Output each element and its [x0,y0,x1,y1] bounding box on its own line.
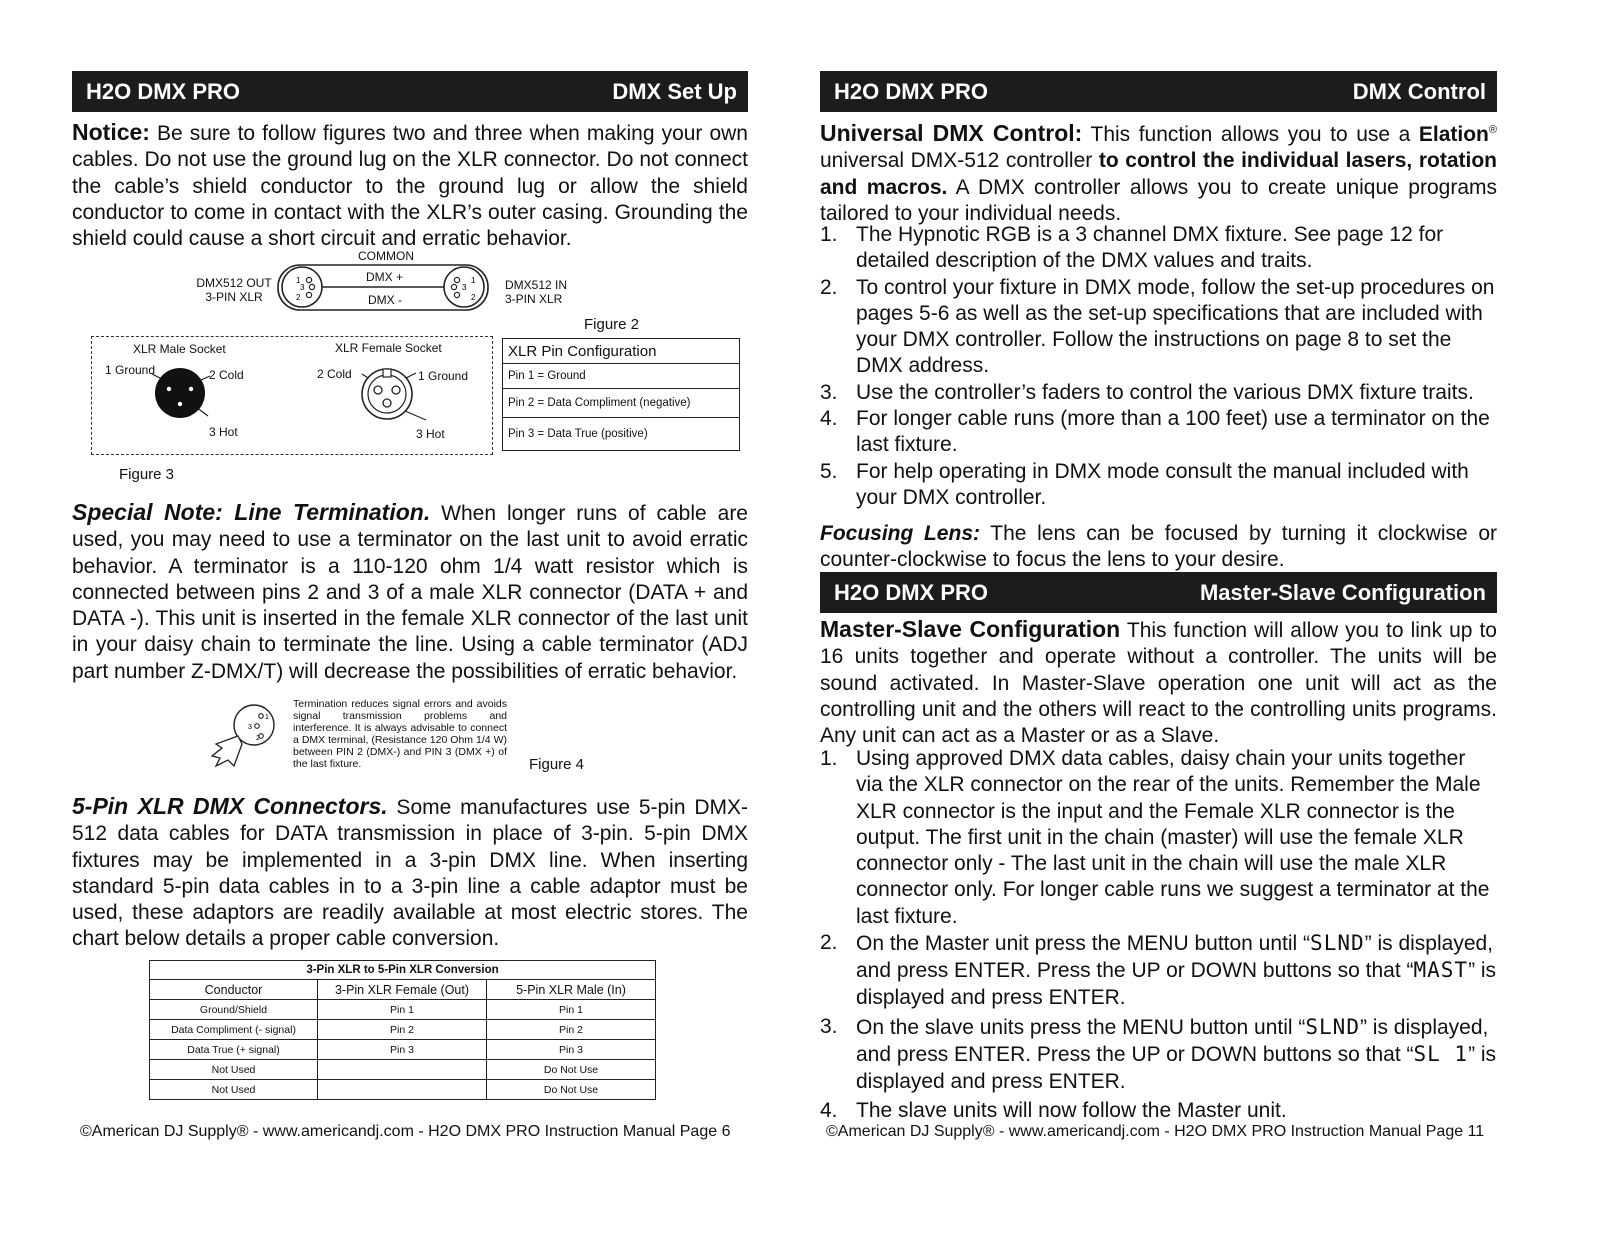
step-text: For longer cable runs (more than a 100 feet) use a terminator on the last fixture. [856,407,1490,457]
terminator-plug-icon [208,700,288,772]
fig2-in-line2: 3-PIN XLR [505,292,563,306]
fig2-out-pin1: 1 [296,276,301,285]
fig4-caption: Figure 4 [529,756,585,773]
conv-cell: Pin 1 [487,1000,656,1020]
xlr-socket-drawings [140,360,440,430]
fig2-in-label [505,278,567,306]
fig2-dmx-minus: DMX - [368,293,402,307]
five-pin-paragraph [72,793,748,953]
step-number: 3. [820,1014,838,1038]
right-header-title: H2O DMX PRO [834,78,989,104]
step-number: 5. [820,459,838,483]
lcd-display-text: SL 1 [1413,1042,1469,1067]
right-header2-section: Master-Slave Configuration [1199,579,1486,605]
list-item [820,746,1497,930]
five-pin-text: Some manufactures use 5-pin DMX-512 data cables for DATA transmission in place of 3-pin. 5-pin DMX fixtures may be implemented in a 3-pin DMX line. When inserting standard 5-pin data cables in to a 3-pin line a cable adaptor must be used, these adaptors are readily available at most electric stores. The chart below details a proper cable conversion. [72,796,748,951]
fig2-in-pin3: 3 [462,283,467,292]
step-text: On the slave units press the MENU button until “ [856,1015,1306,1039]
notice-lead: Notice: [72,119,150,145]
list-item [820,380,1497,406]
pin-config-title: XLR Pin Configuration [503,339,740,364]
lcd-display-text: SLND [1305,1014,1360,1039]
conv-cell: Do Not Use [487,1060,656,1080]
notice-text: Be sure to follow figures two and three when making your own cables. Do not use the ground lug on the XLR connector. Do not connect the cable’s shield conductor to the ground lug or allow the shield conductor to come in contact with the XLR’s outer casing. Grounding the shield could cause a short circuit and erratic behavior. [72,122,748,251]
step-number: 2. [820,931,838,955]
fig2-out-pin3: 3 [300,283,305,292]
step-number: 2. [820,275,838,299]
list-item [820,222,1497,275]
conv-cell: Data Compliment (- signal) [150,1020,318,1040]
table-row [150,1080,656,1100]
left-header-bar [72,71,748,112]
female-ground-label: 1 Ground [418,369,469,383]
special-note-lead: Special Note: Line Termination. [72,499,431,525]
fig3-caption: Figure 3 [119,466,175,483]
fig2-out-line1: DMX512 OUT [196,276,272,290]
step-text: ” is displayed, and press ENTER. Press the UP or DOWN buttons so that “ [856,932,1494,983]
fig2-in-pin1: 1 [471,276,476,285]
conv-cell: Pin 3 [318,1040,487,1060]
focusing-text: The lens can be focused by turning it clockwise or counter-clockwise to focus the lens to your desire. [820,522,1497,572]
notice-paragraph [72,119,748,252]
fig2-caption: Figure 2 [584,316,640,333]
five-pin-lead: 5-Pin XLR DMX Connectors. [72,793,388,819]
left-header-title: H2O DMX PRO [86,78,241,104]
right-header-section: DMX Control [1352,78,1486,104]
universal-text3: A DMX controller allows you to create unique programs tailored to your individual needs. [820,175,1497,225]
lcd-display-text: SLND [1310,931,1365,956]
step-number: 4. [820,407,838,431]
table-row [150,1040,656,1060]
step-text: The Hypnotic RGB is a 3 channel DMX fixture. See page 12 for detailed description of the DMX values and traits. [856,223,1444,273]
pin-config-row: Pin 1 = Ground [503,364,740,389]
conv-col-header: 5-Pin XLR Male (In) [487,980,656,1000]
step-text: ” is displayed and press ENTER. [856,1043,1497,1093]
step-text: For help operating in DMX mode consult the manual included with your DMX controller. [856,459,1469,509]
list-item [820,406,1497,459]
fig4-pin2: 2 [256,735,260,742]
step-number: 3. [820,380,838,404]
master-slave-lead: Master-Slave Configuration [820,616,1121,642]
female-cold-label: 2 Cold [317,367,352,381]
focusing-lens-paragraph [820,521,1497,574]
dmx-steps-list [820,222,1497,511]
special-note-paragraph [72,499,748,685]
conv-cell [318,1060,487,1080]
step-text: The slave units will now follow the Master unit. [856,1098,1287,1122]
fig2-out-label [196,276,272,304]
universal-text1: This function allows you to use a [1082,123,1419,146]
elation-brand: Elation [1418,123,1489,146]
xlr-male-title: XLR Male Socket [133,342,226,356]
right-header2-title: H2O DMX PRO [834,579,989,605]
male-ground-label: 1 Ground [105,363,156,377]
female-hot-label: 3 Hot [416,427,445,441]
male-cold-label: 2 Cold [209,368,244,382]
xlr-female-title: XLR Female Socket [335,341,442,355]
fig4-pin1: 1 [265,714,269,721]
conv-cell: Data True (+ signal) [150,1040,318,1060]
list-item [820,275,1497,380]
universal-lead: Universal DMX Control: [820,120,1083,146]
table-row [150,1000,656,1020]
fig2-out-pin2: 2 [296,293,301,302]
conv-cell: Pin 2 [487,1020,656,1040]
fig2-dmx-plus: DMX + [366,270,404,284]
conv-cell: Not Used [150,1080,318,1100]
fig2-common-label: COMMON [358,249,414,263]
list-item [820,1014,1497,1095]
step-text: Using approved DMX data cables, daisy chain your units together via the XLR connector on the rear of the units. Remember the Male XLR connector is the input and the Female XLR connector is the output. The first unit in the chain (master) will use the female XLR connector only - The last unit in the chain will use the male XLR connector only. For longer cable runs we suggest a terminator at the last fixture. [856,747,1490,928]
special-note-text: When longer runs of cable are used, you may need to use a terminator on the last unit to avoid erratic behavior. A terminator is a 110-120 ohm 1/4 watt resistor which is connected between pins 2 and 3 of a male XLR connector (DATA + and DATA -). This unit is inserted in the female XLR connector of the last unit in your daisy chain to terminate the line. Using a cable terminator (ADJ part number Z-DMX/T) will decrease the possibilities of erratic behavior. [72,502,748,683]
step-number: 4. [820,1098,838,1122]
pin-config-row: Pin 3 = Data True (positive) [503,418,740,451]
list-item [820,1098,1497,1124]
master-slave-paragraph [820,616,1497,749]
conv-cell: Not Used [150,1060,318,1080]
fig4-pin3: 3 [248,724,252,731]
conv-cell: Pin 1 [318,1000,487,1020]
step-text: Use the controller’s faders to control the various DMX fixture traits. [856,380,1474,404]
step-number: 1. [820,223,838,246]
universal-dmx-paragraph [820,117,1497,227]
conv-col-header: 3-Pin XLR Female (Out) [318,980,487,1000]
universal-bold: to control the individual lasers, rotation and macros. [820,149,1497,199]
elation-reg: ® [1488,124,1497,136]
list-item [820,459,1497,512]
master-slave-steps [820,746,1497,1124]
conv-cell: Ground/Shield [150,1000,318,1020]
right-header-bar-master-slave [820,572,1497,613]
conv-cell: Pin 2 [318,1020,487,1040]
step-text: To control your fixture in DMX mode, follow the set-up procedures on pages 5-6 as well as the set-up specifications that are included with your DMX controller. Follow the instructions on page 8 to set the DMX address. [856,275,1495,378]
fig2-out-line2: 3-PIN XLR [205,290,263,304]
conv-col-header: Conductor [150,980,318,1000]
left-header-section: DMX Set Up [612,78,737,104]
right-footer: ©American DJ Supply® - www.americandj.com - H2O DMX PRO Instruction Manual Page 11 [826,1123,1485,1140]
conversion-table [149,960,656,1100]
pin-config-row: Pin 2 = Data Compliment (negative) [503,389,740,418]
fig2-in-line1: DMX512 IN [505,278,568,292]
step-text: ” is displayed and press ENTER. [856,959,1497,1009]
step-text: On the Master unit press the MENU button until “ [856,932,1311,956]
male-hot-label: 3 Hot [209,425,238,439]
master-slave-text: This function will allow you to link up to 16 units together and operate without a controller. The units will be sound activated. In Master-Slave operation one unit will act as the controlling unit and the others will react to the controlling units programs. Any unit can act as a Master or as a Slave. [820,619,1497,748]
conv-cell [318,1080,487,1100]
left-footer: ©American DJ Supply® - www.americandj.com - H2O DMX PRO Instruction Manual Page 6 [80,1123,731,1140]
focusing-lead: Focusing Lens: [820,522,980,545]
termination-note: Termination reduces signal errors and avoids signal transmission problems and interference. It is always advisable to connect a DMX terminal, (Resistance 120 Ohm 1/4 W) between PIN 2 (DMX-) and PIN 3 (DMX +) of the last fixture. [293,698,507,770]
table-row [150,1020,656,1040]
step-number: 1. [820,747,838,770]
conversion-table-title: 3-Pin XLR to 5-Pin XLR Conversion [150,961,656,980]
xlr-pin-config-table [502,338,740,451]
right-header-bar-dmx-control [820,71,1497,112]
table-row [150,1060,656,1080]
fig2-in-pin2: 2 [471,293,476,302]
lcd-display-text: MAST [1413,958,1469,983]
conv-cell: Pin 3 [487,1040,656,1060]
step-text: ” is displayed, and press ENTER. Press the UP or DOWN buttons so that “ [856,1015,1489,1067]
list-item [820,930,1497,1011]
universal-text2: universal DMX-512 controller [820,149,1099,173]
conv-cell: Do Not Use [487,1080,656,1100]
